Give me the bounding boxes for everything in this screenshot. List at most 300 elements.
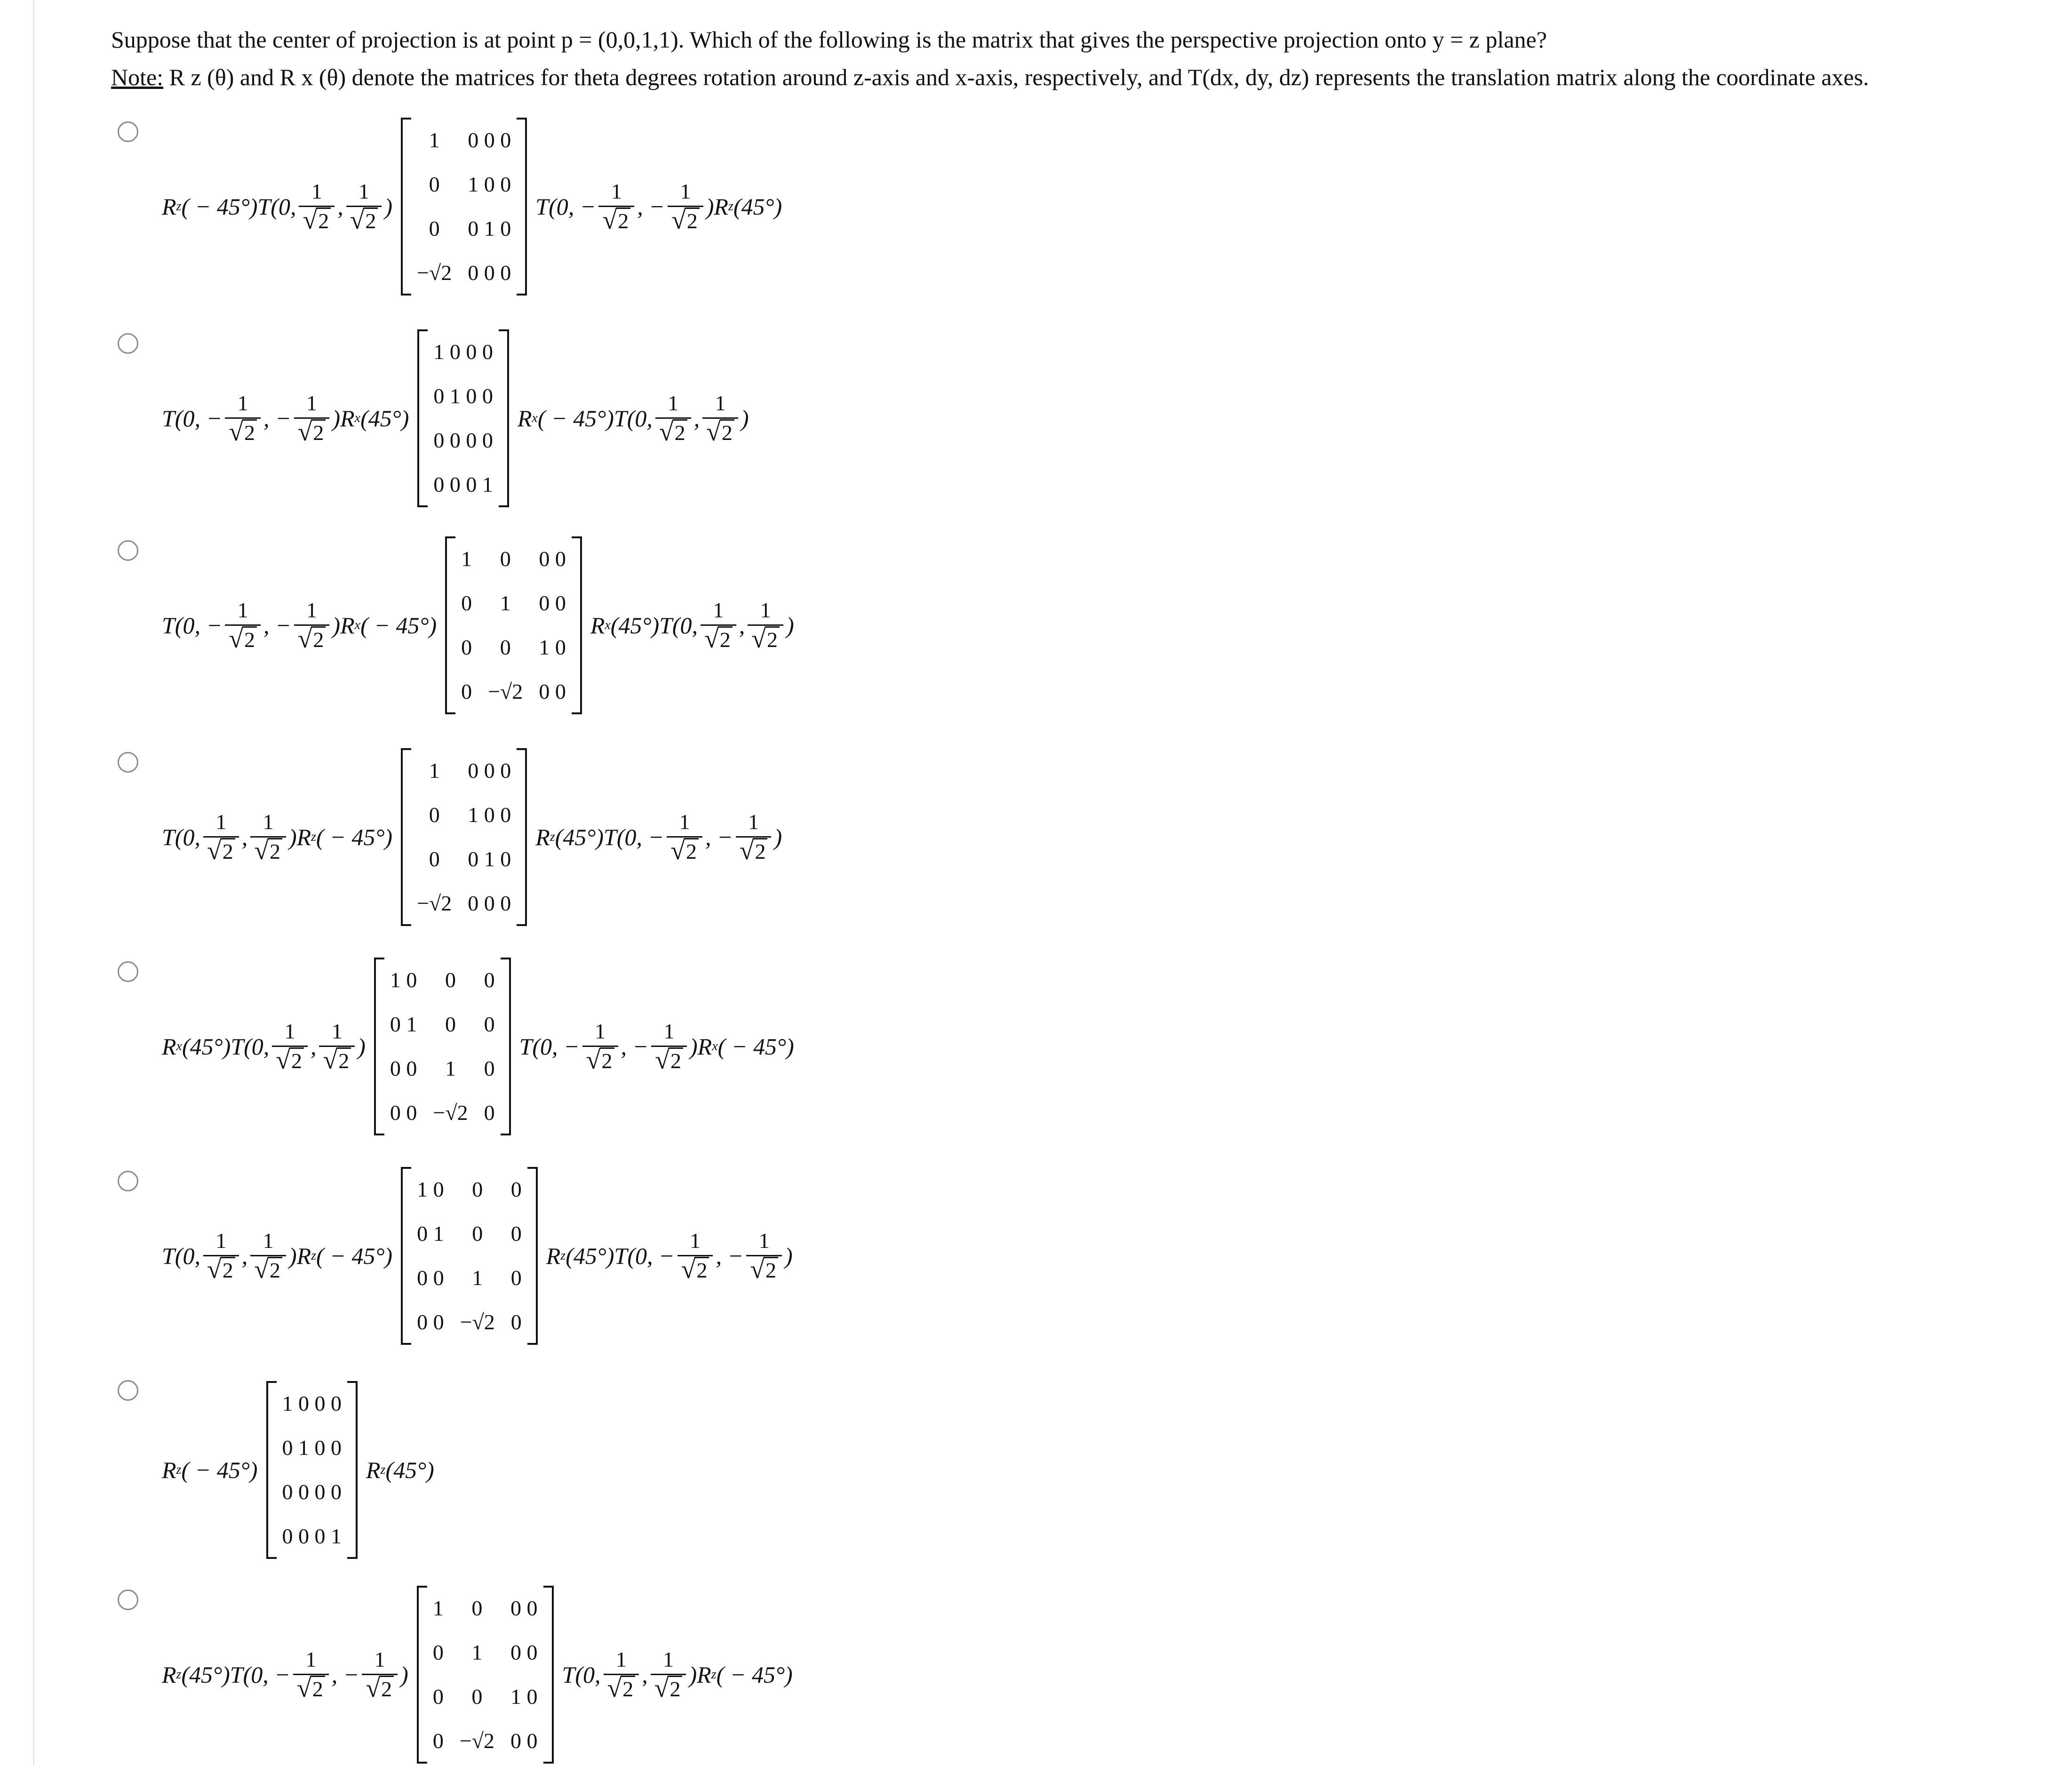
- matrix-cell: 0 1: [417, 1222, 444, 1246]
- expr-text: R: [517, 405, 532, 431]
- option-expression: [162, 1586, 793, 1764]
- expr-text: ): [384, 193, 393, 220]
- fraction-numerator: 1: [748, 809, 759, 834]
- matrix-cell: 0 0 0: [468, 128, 511, 152]
- fraction: [702, 389, 738, 448]
- option-expression: [162, 1381, 434, 1559]
- matrix-cell: 1: [471, 1640, 483, 1664]
- radicand: 2: [600, 1047, 614, 1073]
- matrix: [374, 958, 511, 1135]
- sqrt-icon: √: [366, 1673, 381, 1703]
- option-1[interactable]: [118, 118, 782, 295]
- expr-text: (45°)T(0, −: [566, 1243, 675, 1269]
- subscript: x: [712, 1039, 718, 1054]
- fraction-numerator: 1: [306, 391, 318, 415]
- fraction: [346, 177, 382, 236]
- matrix: [401, 118, 527, 295]
- sqrt-icon: √: [704, 624, 719, 654]
- option-3[interactable]: [118, 536, 794, 714]
- matrix-cell: 1: [461, 547, 472, 571]
- matrix-cell: 0 1 0: [468, 216, 511, 240]
- expr-text: ( − 45°): [716, 1661, 793, 1688]
- expr-text: ( − 45°): [316, 1243, 393, 1269]
- fraction-numerator: 1: [663, 1647, 674, 1671]
- expr-text: R: [162, 193, 176, 220]
- expr-text: ,: [693, 405, 700, 431]
- matrix-cell: 0: [432, 1640, 444, 1664]
- matrix-cell: 0 0: [417, 1266, 444, 1290]
- radicand: 2: [379, 1676, 394, 1701]
- matrix-cell: −√2: [417, 261, 452, 285]
- fraction-numerator: 1: [668, 391, 679, 415]
- fraction-denominator: [225, 417, 261, 448]
- fraction-denominator: [225, 624, 261, 655]
- expr-text: (45°)T(0,: [610, 612, 698, 639]
- fraction: [294, 389, 330, 448]
- fraction-numerator: 1: [215, 1228, 227, 1253]
- expr-text: ,: [310, 1033, 317, 1060]
- fraction: [746, 1227, 782, 1286]
- radicand: 2: [316, 208, 331, 233]
- matrix-cell: 1 0 0 0: [282, 1391, 342, 1415]
- matrix-cell: 0 1 0 0: [433, 384, 493, 408]
- fraction-denominator: [293, 1674, 329, 1704]
- sqrt-icon: √: [654, 1673, 669, 1703]
- matrix-cell: 0: [429, 803, 440, 827]
- expr-text: ): [774, 824, 782, 850]
- matrix-cell: 1: [432, 1596, 444, 1620]
- expr-text: T(0, −: [535, 193, 596, 220]
- fraction: [362, 1645, 398, 1704]
- matrix-cell: 0: [484, 1012, 495, 1036]
- matrix-cell: 0: [461, 679, 472, 703]
- expr-text: )R: [288, 824, 311, 850]
- matrix-cell: 0 0 0 1: [433, 472, 493, 496]
- note-line: [111, 58, 2034, 96]
- fraction: [203, 808, 239, 867]
- option-2[interactable]: [118, 329, 749, 507]
- expr-text: , −: [331, 1661, 359, 1688]
- sqrt-icon: √: [655, 1045, 669, 1075]
- expr-text: )R: [332, 612, 355, 639]
- matrix-cell: 1: [429, 759, 440, 783]
- radicand: 2: [311, 1676, 325, 1701]
- radicand: 2: [221, 838, 235, 864]
- matrix-cell: −√2: [459, 1729, 495, 1753]
- matrix-cell: 0 0 0: [468, 261, 511, 285]
- fraction-denominator: [250, 1255, 286, 1286]
- fraction-denominator: [598, 206, 634, 236]
- matrix-cell: 0: [432, 1685, 444, 1709]
- expr-text: T(0,: [562, 1661, 601, 1688]
- fraction: [225, 389, 261, 448]
- sqrt-icon: √: [254, 836, 269, 865]
- expr-text: ,: [642, 1661, 648, 1688]
- option-4[interactable]: [118, 748, 782, 926]
- matrix-cell: 0: [461, 591, 472, 615]
- fraction-numerator: 1: [715, 391, 726, 415]
- option-expression: [162, 118, 782, 295]
- radio-button[interactable]: [118, 121, 138, 142]
- fraction: [293, 1645, 329, 1704]
- matrix-cell: 0: [500, 635, 511, 659]
- fraction-denominator: [294, 417, 330, 448]
- option-5[interactable]: [118, 958, 794, 1135]
- fraction-numerator: 1: [215, 809, 227, 834]
- radicand: 2: [685, 208, 700, 233]
- matrix-cell: 0 0: [539, 547, 566, 571]
- fraction-numerator: 1: [374, 1647, 385, 1671]
- radicand: 2: [336, 1047, 351, 1073]
- sqrt-icon: √: [602, 205, 617, 235]
- subscript: x: [605, 618, 611, 632]
- matrix-cell: 0 1 0: [468, 847, 511, 871]
- matrix-cell: 0 0 0 0: [433, 428, 493, 452]
- matrix-cell: 0: [445, 968, 456, 992]
- radicand: 2: [753, 838, 767, 864]
- sqrt-icon: √: [303, 205, 318, 235]
- subscript: z: [176, 1462, 182, 1477]
- radicand: 2: [268, 1257, 282, 1283]
- matrix-cell: 1 0: [510, 1685, 538, 1709]
- option-7[interactable]: [118, 1376, 434, 1559]
- sqrt-icon: √: [254, 1254, 269, 1284]
- matrix-cell: 0: [429, 172, 440, 196]
- matrix-cell: 0: [471, 1685, 483, 1709]
- fraction: [225, 596, 261, 655]
- radicand: 2: [684, 838, 699, 864]
- subscript: z: [728, 199, 733, 214]
- fraction-denominator: [299, 206, 335, 236]
- radio-button[interactable]: [118, 540, 138, 561]
- radio-button[interactable]: [118, 1380, 138, 1401]
- fraction: [651, 1017, 687, 1076]
- expr-text: R: [590, 612, 605, 639]
- matrix-cell: 0 0: [390, 1101, 417, 1125]
- matrix-cell: 0 0: [539, 679, 566, 703]
- expr-text: (45°)T(0,: [182, 1033, 270, 1060]
- fraction-numerator: 1: [263, 809, 274, 834]
- matrix: [445, 536, 582, 714]
- matrix: [266, 1381, 358, 1559]
- fraction: [655, 389, 691, 448]
- expr-text: ( − 45°)T(0,: [537, 405, 653, 431]
- expr-text: ,: [337, 193, 343, 220]
- expr-text: ,: [241, 1243, 248, 1269]
- radicand: 2: [289, 1047, 304, 1073]
- matrix-cell: 0: [429, 216, 440, 240]
- radio-button[interactable]: [118, 961, 138, 982]
- option-6[interactable]: [118, 1167, 793, 1345]
- fraction: [736, 808, 772, 867]
- fraction-denominator: [702, 417, 738, 448]
- option-expression: [162, 748, 782, 926]
- matrix: [401, 1167, 538, 1345]
- radicand: 2: [673, 419, 687, 445]
- fraction: [250, 808, 286, 867]
- sqrt-icon: √: [207, 836, 222, 865]
- fraction-numerator: 1: [663, 1019, 675, 1043]
- matrix-cell: 0: [484, 1101, 495, 1125]
- subscript: z: [311, 830, 317, 844]
- matrix-cell: 0 0: [390, 1056, 417, 1080]
- radio-button[interactable]: [118, 1589, 138, 1610]
- expr-text: T(0,: [162, 1243, 200, 1269]
- fraction: [604, 1645, 639, 1704]
- fraction: [748, 596, 783, 655]
- radio-button[interactable]: [118, 333, 138, 354]
- fraction-denominator: [651, 1674, 686, 1704]
- expr-text: )R: [332, 405, 355, 431]
- matrix-cell: 0: [461, 635, 472, 659]
- fraction-denominator: [272, 1046, 308, 1076]
- fraction-denominator: [604, 1674, 639, 1704]
- fraction-numerator: 1: [679, 809, 690, 834]
- expr-text: T(0,: [162, 824, 200, 850]
- fraction-denominator: [362, 1674, 398, 1704]
- option-expression: [162, 958, 794, 1135]
- option-expression: [162, 536, 794, 714]
- subscript: z: [711, 1667, 717, 1682]
- matrix-cell: 0 0 0: [468, 759, 511, 783]
- sqrt-icon: √: [751, 624, 766, 654]
- subscript: z: [380, 1462, 386, 1477]
- fraction-denominator: [655, 417, 691, 448]
- matrix: [417, 329, 509, 507]
- sqrt-icon: √: [739, 836, 754, 865]
- fraction-denominator: [746, 1255, 782, 1286]
- fraction-numerator: 1: [760, 598, 771, 622]
- fraction-numerator: 1: [237, 391, 248, 415]
- matrix-cell: 1: [500, 591, 511, 615]
- expr-text: ): [784, 1243, 793, 1269]
- fraction-denominator: [748, 624, 783, 655]
- matrix-cell: 1 0: [390, 968, 417, 992]
- expr-text: )R: [690, 1033, 712, 1060]
- fraction-numerator: 1: [306, 598, 318, 622]
- subscript: x: [176, 1039, 182, 1054]
- subscript: x: [354, 618, 361, 632]
- matrix-cell: 0: [472, 1177, 483, 1201]
- matrix: [417, 1586, 554, 1764]
- matrix-cell: 0 0: [510, 1729, 538, 1753]
- fraction-numerator: 1: [284, 1019, 295, 1043]
- fraction-numerator: 1: [305, 1647, 317, 1671]
- fraction-denominator: [346, 206, 382, 236]
- fraction-denominator: [250, 836, 286, 867]
- sqrt-icon: √: [607, 1673, 622, 1703]
- radicand: 2: [221, 1257, 235, 1283]
- matrix-cell: 0: [510, 1177, 522, 1201]
- matrix-cell: 0: [484, 1056, 495, 1080]
- matrix-cell: 0: [500, 547, 511, 571]
- matrix-cell: 1 0: [417, 1177, 444, 1201]
- expr-text: (45°): [733, 193, 782, 220]
- sqrt-icon: √: [750, 1254, 765, 1284]
- matrix-cell: 0 1 0 0: [282, 1436, 342, 1460]
- sqrt-icon: √: [586, 1045, 601, 1075]
- matrix-cell: 0: [484, 968, 495, 992]
- matrix-cell: 0 0: [417, 1310, 444, 1334]
- fraction-numerator: 1: [237, 598, 248, 622]
- radicand: 2: [764, 1257, 778, 1283]
- fraction-numerator: 1: [311, 179, 322, 203]
- matrix-cell: 0 1: [390, 1012, 417, 1036]
- expr-text: ,: [241, 824, 248, 850]
- fraction: [272, 1017, 308, 1076]
- expr-text: , −: [263, 612, 291, 639]
- fraction: [667, 808, 702, 867]
- matrix-cell: 0 0 0 1: [282, 1524, 342, 1548]
- fraction: [701, 596, 736, 655]
- radicand: 2: [621, 1676, 635, 1701]
- sqrt-icon: √: [297, 624, 312, 654]
- expr-text: ( − 45°): [181, 1457, 258, 1483]
- fraction-numerator: 1: [713, 598, 724, 622]
- matrix-cell: −√2: [417, 891, 452, 915]
- expr-text: , −: [621, 1033, 649, 1060]
- subscript: z: [311, 1248, 317, 1263]
- expr-text: R: [535, 824, 550, 850]
- subscript: z: [176, 1667, 182, 1682]
- fraction-denominator: [203, 836, 239, 867]
- matrix-cell: 1 0 0: [468, 172, 511, 196]
- subscript: x: [354, 411, 361, 425]
- matrix-cell: 1: [445, 1056, 456, 1080]
- fraction: [203, 1227, 239, 1286]
- sqrt-icon: √: [323, 1045, 338, 1075]
- expr-text: ( − 45°): [360, 612, 437, 639]
- radicand: 2: [242, 419, 257, 445]
- fraction-denominator: [319, 1046, 355, 1076]
- expr-text: R: [162, 1457, 176, 1483]
- expr-text: ): [358, 1033, 366, 1060]
- expr-text: ( − 45°)T(0,: [181, 193, 296, 220]
- matrix-cell: 0: [472, 1222, 483, 1246]
- matrix-cell: 0: [429, 847, 440, 871]
- sqrt-icon: √: [296, 1673, 311, 1703]
- fraction-denominator: [677, 1255, 713, 1286]
- fraction: [319, 1017, 355, 1076]
- matrix-cell: 0 0: [539, 591, 566, 615]
- fraction-denominator: [582, 1046, 618, 1076]
- expr-text: ( − 45°): [316, 824, 393, 850]
- radicand: 2: [720, 419, 734, 445]
- matrix-cell: 0 0 0: [468, 891, 511, 915]
- matrix-cell: 1: [429, 128, 440, 152]
- fraction-numerator: 1: [595, 1019, 606, 1043]
- expr-text: , −: [716, 1243, 744, 1269]
- radio-button[interactable]: [118, 1171, 138, 1191]
- note-text: R z (θ) and R x (θ) denote the matrices for theta degrees rotation around z-axis and x-axis, respectively, and T(dx, dy, dz) represents the translation matrix along the coordinate axes.: [169, 64, 1869, 90]
- fraction-numerator: 1: [331, 1019, 343, 1043]
- radicand: 2: [669, 1047, 683, 1073]
- matrix-cell: −√2: [433, 1101, 468, 1125]
- sqrt-icon: √: [207, 1254, 222, 1284]
- left-border: [33, 0, 34, 1765]
- fraction-numerator: 1: [611, 179, 622, 203]
- radicand: 2: [363, 208, 378, 233]
- expr-text: )R: [689, 1661, 711, 1688]
- radicand: 2: [765, 626, 780, 652]
- fraction: [598, 177, 634, 236]
- fraction-numerator: 1: [359, 179, 370, 203]
- sqrt-icon: √: [670, 836, 685, 865]
- expr-text: )R: [288, 1243, 311, 1269]
- expr-text: )R: [706, 193, 728, 220]
- expr-text: ( − 45°): [717, 1033, 794, 1060]
- fraction-numerator: 1: [690, 1228, 701, 1253]
- matrix-cell: 0: [432, 1729, 444, 1753]
- sqrt-icon: √: [276, 1045, 290, 1075]
- expr-text: , −: [705, 824, 733, 850]
- subscript: z: [550, 830, 555, 844]
- matrix-cell: 1 0 0: [468, 803, 511, 827]
- expr-text: ,: [739, 612, 745, 639]
- expr-text: (45°)T(0, −: [555, 824, 664, 850]
- sqrt-icon: √: [350, 205, 365, 235]
- fraction-denominator: [651, 1046, 687, 1076]
- matrix-cell: 0: [445, 1012, 456, 1036]
- expr-text: R: [546, 1243, 561, 1269]
- expr-text: T(0, −: [519, 1033, 580, 1060]
- sqrt-icon: √: [229, 417, 243, 447]
- expr-text: R: [162, 1661, 176, 1688]
- matrix-cell: 0: [471, 1596, 483, 1620]
- matrix-cell: 1: [472, 1266, 483, 1290]
- question-block: [111, 21, 2034, 96]
- fraction: [250, 1227, 286, 1286]
- matrix-cell: 0: [510, 1310, 522, 1334]
- subscript: z: [176, 199, 182, 214]
- radicand: 2: [268, 838, 282, 864]
- expr-text: , −: [637, 193, 665, 220]
- fraction-numerator: 1: [615, 1647, 627, 1671]
- expr-text: T(0, −: [162, 405, 223, 431]
- subscript: x: [532, 411, 538, 425]
- radicand: 2: [718, 626, 733, 652]
- radicand: 2: [242, 626, 257, 652]
- expr-text: (45°): [385, 1457, 434, 1483]
- expr-text: ): [400, 1661, 408, 1688]
- matrix: [401, 748, 527, 926]
- fraction: [677, 1227, 713, 1286]
- matrix-cell: 0 0: [510, 1640, 538, 1664]
- radicand: 2: [694, 1257, 709, 1283]
- expr-text: T(0, −: [162, 612, 223, 639]
- sqrt-icon: √: [671, 205, 686, 235]
- fraction-denominator: [668, 206, 703, 236]
- fraction-denominator: [736, 836, 772, 867]
- matrix-cell: 0 0: [510, 1596, 538, 1620]
- fraction: [299, 177, 335, 236]
- expr-text: , −: [263, 405, 291, 431]
- radio-button[interactable]: [118, 752, 138, 773]
- expr-text: R: [366, 1457, 381, 1483]
- subscript: z: [560, 1248, 566, 1263]
- radicand: 2: [311, 626, 326, 652]
- radicand: 2: [311, 419, 326, 445]
- matrix-cell: 0: [510, 1266, 522, 1290]
- matrix-cell: −√2: [460, 1310, 495, 1334]
- matrix-cell: 1 0 0 0: [433, 340, 493, 364]
- fraction-denominator: [294, 624, 330, 655]
- option-expression: [162, 1167, 793, 1345]
- option-8[interactable]: [118, 1586, 793, 1764]
- fraction-numerator: 1: [758, 1228, 770, 1253]
- matrix-cell: 0 0 0 0: [282, 1480, 342, 1504]
- matrix-cell: 1 0: [539, 635, 566, 659]
